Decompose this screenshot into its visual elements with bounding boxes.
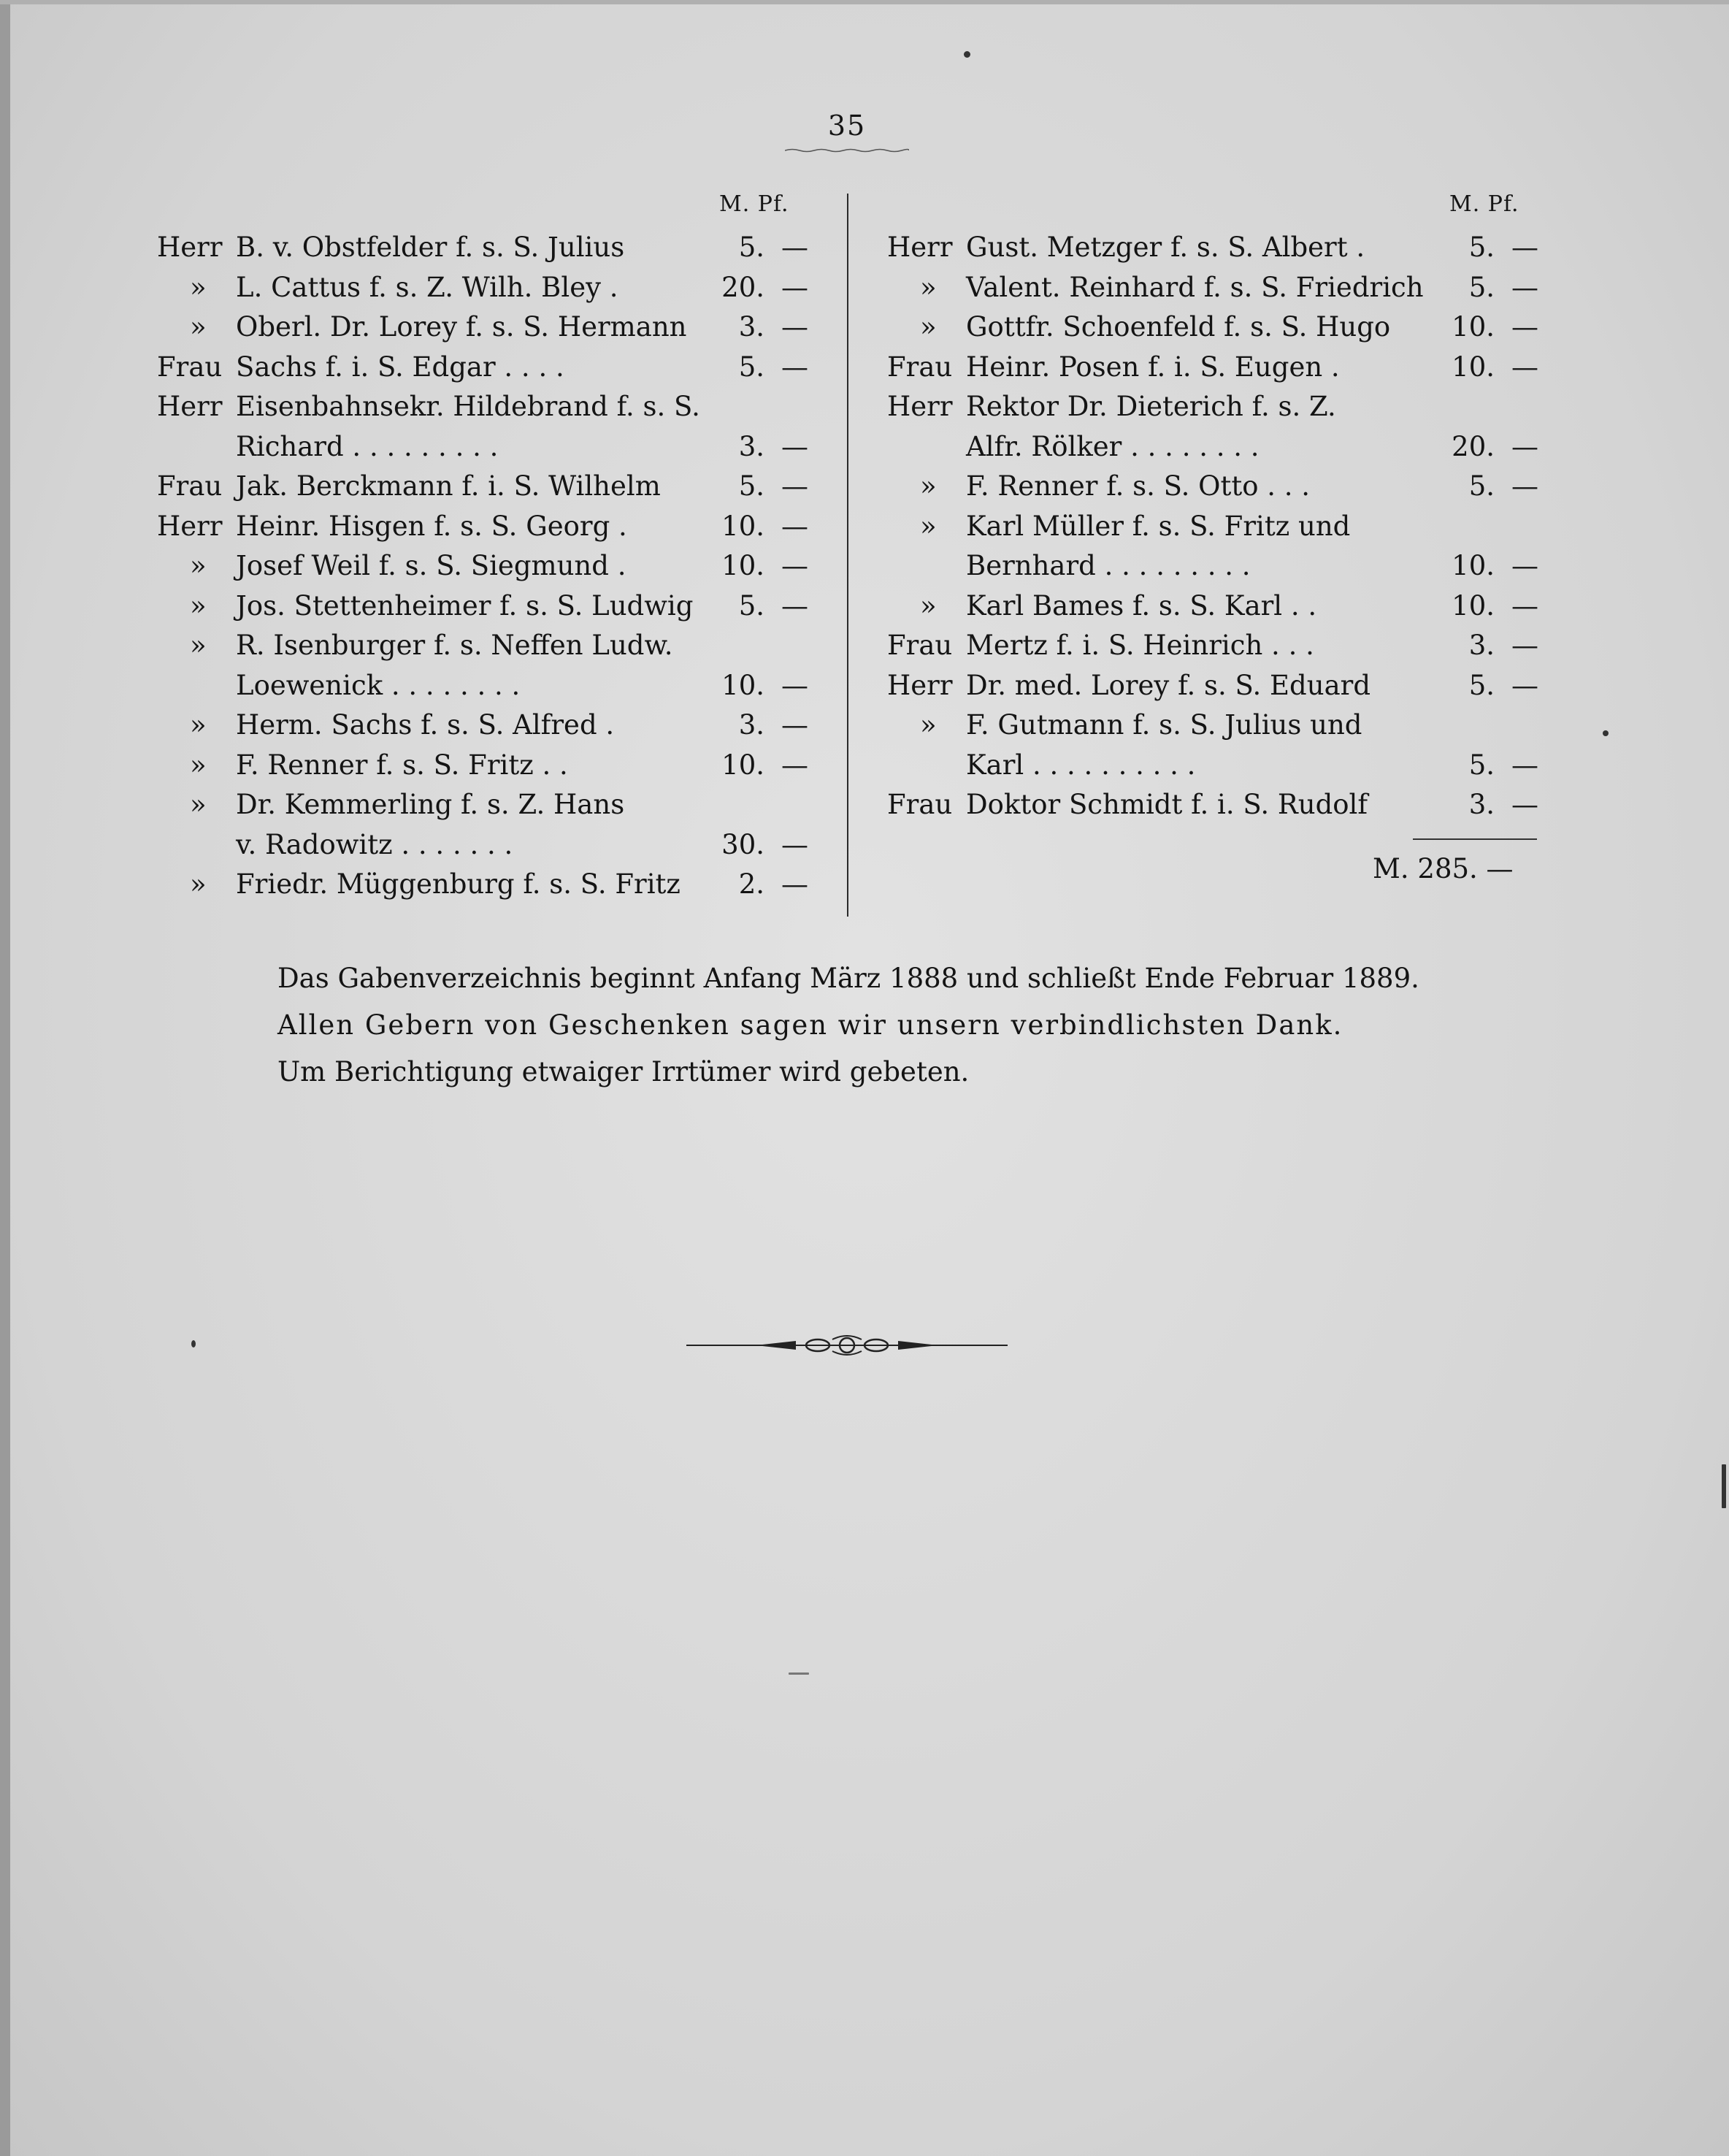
- donation-line: [887, 467, 1544, 506]
- donation-amount: [712, 307, 814, 347]
- donation-line: [887, 228, 1544, 267]
- donor-text: Jos. Stettenheimer f. s. S. Ludwig: [236, 589, 694, 622]
- donation-line: [157, 825, 814, 865]
- donation-amount: [1442, 427, 1544, 467]
- donor-text: Gottfr. Schoenfeld f. s. S. Hugo: [966, 311, 1391, 343]
- donation-amount: [712, 865, 814, 904]
- donor-text: Bernhard . . . . . . . . .: [966, 550, 1251, 581]
- footer-line-period: Das Gabenverzeichnis beginnt Anfang März 1888 und schließt Ende Februar 1889.: [277, 963, 1419, 994]
- donation-amount: [1442, 228, 1544, 267]
- donation-line: [157, 626, 814, 665]
- donor-text: Heinr. Posen f. i. S. Eugen .: [966, 351, 1340, 383]
- ornament-divider: [686, 1331, 1008, 1360]
- donor-text: v. Radowitz . . . . . . .: [236, 828, 513, 860]
- amount-mark: 5.: [738, 232, 764, 263]
- page-edge-top: [0, 0, 1729, 4]
- amount-mark: 20.: [1452, 430, 1495, 462]
- amount-mark: 5.: [1468, 669, 1495, 701]
- donation-amount: [1442, 467, 1544, 506]
- donor-text: Jak. Berckmann f. i. S. Wilhelm: [236, 470, 661, 502]
- donation-amount: [712, 268, 814, 307]
- amount-mark: 10.: [721, 749, 764, 781]
- page-number: 35: [827, 110, 867, 142]
- donation-line: [887, 706, 1544, 745]
- donor-text: Heinr. Hisgen f. s. S. Georg .: [236, 510, 627, 542]
- amount-mark: 3.: [738, 430, 764, 462]
- amount-pfennig: —: [1511, 669, 1538, 701]
- donor-text: Alfr. Rölker . . . . . . . .: [966, 430, 1260, 462]
- amount-pfennig: —: [781, 271, 808, 303]
- amount-mark: 3.: [1468, 789, 1495, 820]
- salutation: Herr: [157, 510, 223, 542]
- ditto-mark: »: [190, 749, 207, 781]
- amount-pfennig: —: [1511, 630, 1538, 661]
- donor-text: Eisenbahnsekr. Hildebrand f. s. S.: [236, 391, 700, 422]
- ditto-mark: »: [190, 589, 207, 622]
- donation-line: [157, 666, 814, 706]
- amount-pfennig: —: [781, 709, 808, 741]
- donation-line: [887, 507, 1544, 546]
- donation-line: [157, 467, 814, 506]
- ink-speck: [964, 51, 970, 58]
- amount-pfennig: —: [781, 470, 808, 502]
- salutation: Frau: [887, 630, 953, 661]
- ditto-mark: »: [190, 311, 207, 343]
- donor-text: Loewenick . . . . . . . .: [236, 669, 521, 701]
- donation-line: [157, 307, 814, 347]
- amount-pfennig: —: [781, 232, 808, 263]
- donation-amount: [712, 228, 814, 267]
- amount-mark: 10.: [1452, 589, 1495, 622]
- donor-text: Karl Müller f. s. S. Fritz und: [966, 510, 1351, 542]
- donor-text: Doktor Schmidt f. i. S. Rudolf: [966, 789, 1368, 820]
- amount-mark: 5.: [738, 470, 764, 502]
- donor-text: L. Cattus f. s. Z. Wilh. Bley .: [236, 271, 618, 303]
- donor-text: F. Renner f. s. S. Otto . . .: [966, 470, 1311, 502]
- donation-amount: [712, 348, 814, 387]
- amount-pfennig: —: [781, 510, 808, 542]
- ditto-mark: »: [190, 709, 207, 741]
- amount-pfennig: —: [1511, 789, 1538, 820]
- donation-line: [887, 268, 1544, 307]
- donation-amount: [1442, 546, 1544, 586]
- donor-text: F. Renner f. s. S. Fritz . .: [236, 749, 568, 781]
- donation-amount: [1442, 268, 1544, 307]
- total-amount: M. 285. —: [1373, 853, 1514, 884]
- donor-text: F. Gutmann f. s. S. Julius und: [966, 709, 1362, 741]
- amount-mark: 10.: [1452, 311, 1495, 343]
- donor-text: Karl Bames f. s. S. Karl . .: [966, 589, 1317, 622]
- donor-text: Richard . . . . . . . . .: [236, 430, 499, 462]
- amount-mark: 3.: [738, 709, 764, 741]
- donation-line: [157, 706, 814, 745]
- ink-speck: [1603, 730, 1609, 736]
- column-divider: [847, 194, 848, 917]
- amount-pfennig: —: [781, 311, 808, 343]
- donation-amount: [1442, 666, 1544, 706]
- donation-amount: [1442, 586, 1544, 626]
- donation-line: [157, 427, 814, 467]
- salutation: Herr: [887, 669, 953, 701]
- donation-amount: [1442, 626, 1544, 665]
- amount-mark: 20.: [721, 271, 764, 303]
- salutation: Herr: [157, 391, 223, 422]
- donation-line: [157, 785, 814, 825]
- amount-mark: 10.: [1452, 550, 1495, 581]
- donation-line: [887, 785, 1544, 825]
- donation-amount: [1442, 746, 1544, 785]
- donation-amount: [712, 467, 814, 506]
- amount-mark: 10.: [721, 550, 764, 581]
- donation-line: [887, 746, 1544, 785]
- donation-line: [887, 626, 1544, 665]
- donation-line: [157, 387, 814, 427]
- donor-text: Mertz f. i. S. Heinrich . . .: [966, 630, 1314, 661]
- amount-pfennig: —: [1511, 311, 1538, 343]
- left-column-header: M. Pf.: [719, 191, 789, 217]
- amount-pfennig: —: [1511, 232, 1538, 263]
- amount-mark: 3.: [1468, 630, 1495, 661]
- donation-line: [157, 348, 814, 387]
- salutation: Frau: [157, 351, 223, 383]
- donor-text: Herm. Sachs f. s. S. Alfred .: [236, 709, 615, 741]
- donation-line: [887, 387, 1544, 427]
- donation-amount: [1442, 307, 1544, 347]
- donor-text: R. Isenburger f. s. Neffen Ludw.: [236, 630, 673, 661]
- amount-pfennig: —: [1511, 470, 1538, 502]
- donor-text: Dr. med. Lorey f. s. S. Eduard: [966, 669, 1371, 701]
- amount-pfennig: —: [1511, 749, 1538, 781]
- amount-mark: 5.: [1468, 470, 1495, 502]
- donation-line: [887, 666, 1544, 706]
- salutation: Frau: [887, 351, 953, 383]
- page-edge-left: [0, 0, 10, 2156]
- amount-pfennig: —: [781, 351, 808, 383]
- donation-line: [887, 586, 1544, 626]
- amount-mark: 2.: [738, 868, 764, 900]
- donation-amount: [712, 546, 814, 586]
- ditto-mark: »: [920, 271, 937, 303]
- donation-line: [887, 348, 1544, 387]
- salutation: Herr: [157, 232, 223, 263]
- donor-text: Josef Weil f. s. S. Siegmund .: [236, 550, 626, 581]
- ditto-mark: »: [190, 868, 207, 900]
- ditto-mark: »: [190, 550, 207, 581]
- donation-line: [157, 865, 814, 904]
- salutation: Frau: [157, 470, 223, 502]
- donation-line: [887, 307, 1544, 347]
- donation-line: [157, 268, 814, 307]
- donor-text: Friedr. Müggenburg f. s. S. Fritz: [236, 868, 681, 900]
- page-number-underline: [785, 148, 909, 153]
- amount-mark: 5.: [738, 351, 764, 383]
- ditto-mark: »: [920, 470, 937, 502]
- ditto-mark: »: [190, 789, 207, 820]
- footer-line-corrections: Um Berichtigung etwaiger Irrtümer wird gebeten.: [277, 1056, 970, 1087]
- donation-amount: [712, 825, 814, 865]
- amount-pfennig: —: [1511, 550, 1538, 581]
- edge-mark: [1722, 1464, 1726, 1508]
- salutation: Frau: [887, 789, 953, 820]
- salutation: Herr: [887, 232, 953, 263]
- amount-pfennig: —: [1511, 351, 1538, 383]
- donation-amount: [712, 586, 814, 626]
- donation-line: [157, 507, 814, 546]
- donation-amount: [712, 746, 814, 785]
- ditto-mark: »: [920, 510, 937, 542]
- ink-speck: [789, 1673, 809, 1675]
- amount-mark: 5.: [1468, 271, 1495, 303]
- salutation: Herr: [887, 391, 953, 422]
- donation-line: [887, 427, 1544, 467]
- amount-pfennig: —: [781, 868, 808, 900]
- amount-pfennig: —: [781, 828, 808, 860]
- amount-mark: 10.: [1452, 351, 1495, 383]
- amount-pfennig: —: [1511, 430, 1538, 462]
- donation-amount: [712, 427, 814, 467]
- donation-amount: [712, 706, 814, 745]
- donor-text: Oberl. Dr. Lorey f. s. S. Hermann: [236, 311, 687, 343]
- donor-text: B. v. Obstfelder f. s. S. Julius: [236, 232, 625, 263]
- ditto-mark: »: [190, 630, 207, 661]
- amount-mark: 10.: [721, 510, 764, 542]
- ink-speck: [191, 1340, 196, 1348]
- donation-amount: [712, 507, 814, 546]
- donation-line: [157, 546, 814, 586]
- donor-text: Rektor Dr. Dieterich f. s. Z.: [966, 391, 1336, 422]
- donation-amount: [1442, 348, 1544, 387]
- donor-text: Gust. Metzger f. s. S. Albert .: [966, 232, 1365, 263]
- amount-pfennig: —: [781, 589, 808, 622]
- donation-amount: [1442, 785, 1544, 825]
- amount-mark: 5.: [1468, 749, 1495, 781]
- donor-text: Karl . . . . . . . . . .: [966, 749, 1196, 781]
- footer-line-thanks: Allen Gebern von Geschenken sagen wir unsern verbindlichsten Dank.: [277, 1009, 1343, 1041]
- amount-pfennig: —: [781, 749, 808, 781]
- donor-text: Valent. Reinhard f. s. S. Friedrich: [966, 271, 1424, 303]
- ditto-mark: »: [190, 271, 207, 303]
- amount-mark: 5.: [738, 589, 764, 622]
- ditto-mark: »: [920, 589, 937, 622]
- donation-line: [157, 228, 814, 267]
- amount-pfennig: —: [781, 669, 808, 701]
- sum-rule: [1413, 838, 1537, 840]
- donation-line: [157, 746, 814, 785]
- amount-pfennig: —: [1511, 271, 1538, 303]
- amount-mark: 5.: [1468, 232, 1495, 263]
- amount-pfennig: —: [781, 430, 808, 462]
- donor-text: Dr. Kemmerling f. s. Z. Hans: [236, 789, 625, 820]
- ditto-mark: »: [920, 311, 937, 343]
- right-column-header: M. Pf.: [1449, 191, 1519, 217]
- donor-text: Sachs f. i. S. Edgar . . . .: [236, 351, 564, 383]
- amount-mark: 10.: [721, 669, 764, 701]
- amount-pfennig: —: [1511, 589, 1538, 622]
- ditto-mark: »: [920, 709, 937, 741]
- donation-line: [157, 586, 814, 626]
- amount-mark: 30.: [721, 828, 764, 860]
- amount-pfennig: —: [781, 550, 808, 581]
- donation-line: [887, 546, 1544, 586]
- donation-amount: [712, 666, 814, 706]
- amount-mark: 3.: [738, 311, 764, 343]
